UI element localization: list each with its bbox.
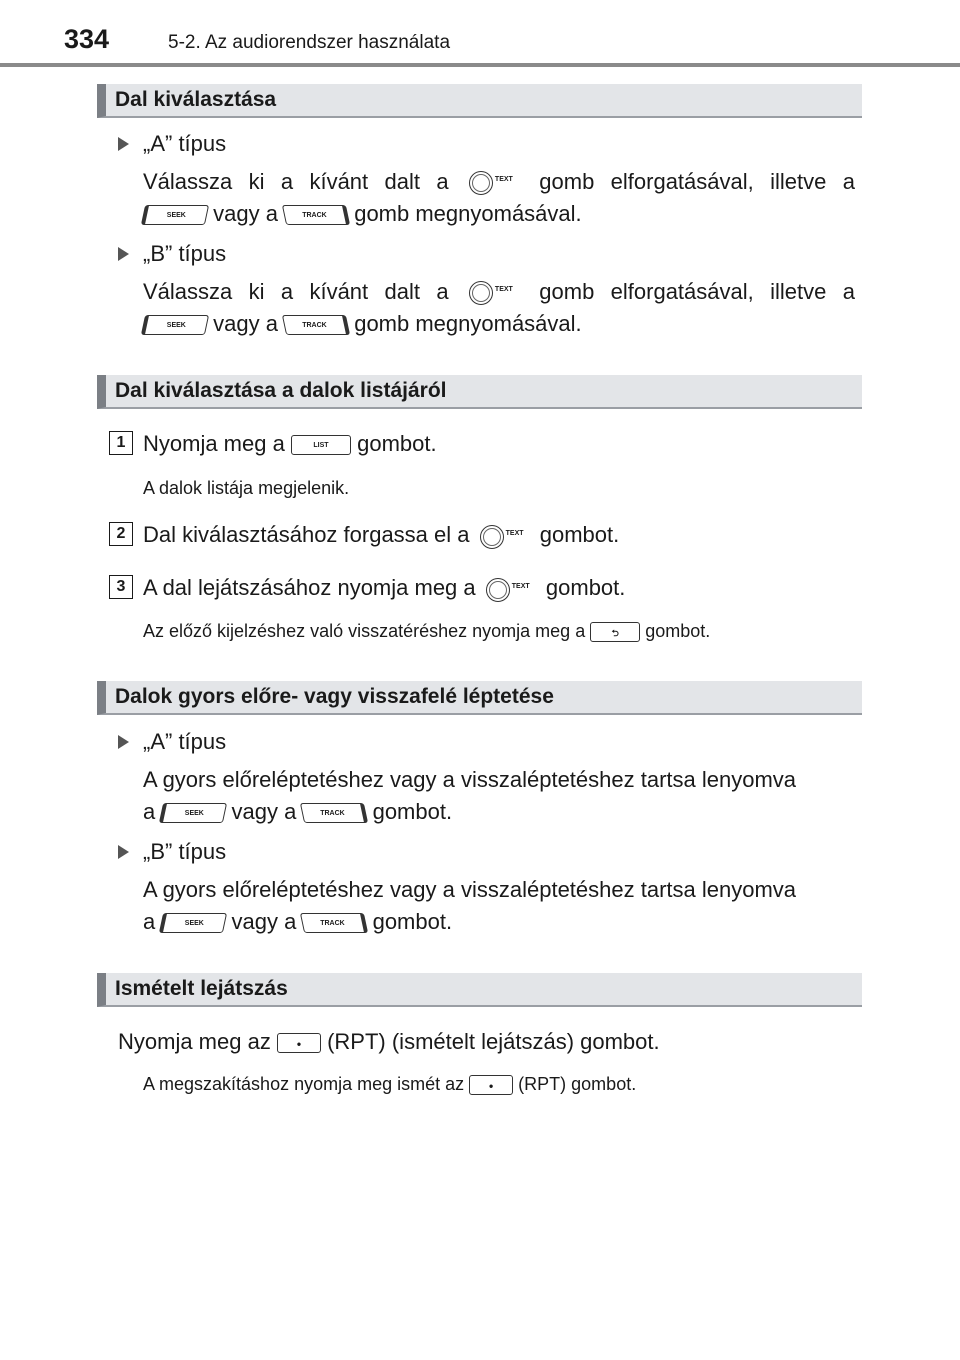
word: vagy a	[213, 201, 278, 226]
word: ki	[248, 279, 265, 304]
rpt-button-icon: •	[277, 1033, 321, 1053]
section-heading-list-select	[97, 375, 862, 409]
rpt-button-icon: •	[469, 1075, 513, 1095]
word: vagy a	[213, 311, 278, 336]
instruction-line: A gyors előreléptetéshez vagy a visszaléptetéshez tartsa lenyomva	[143, 877, 797, 902]
seek-button-icon: SEEK	[141, 315, 209, 335]
word: a	[436, 169, 449, 194]
text-knob-icon: TEXT	[476, 522, 534, 550]
step-number: 2	[109, 522, 133, 546]
page-header	[0, 0, 960, 68]
text-knob-icon: TEXT	[465, 278, 523, 306]
word: kívánt	[309, 169, 369, 194]
instruction-line	[143, 278, 855, 306]
instruction-line: A gyors előreléptetéshez vagy a visszaléptetéshez tartsa lenyomva	[143, 767, 797, 792]
instruction-line	[143, 310, 855, 338]
bullet-arrow-icon	[118, 735, 129, 749]
word: Válassza	[143, 169, 233, 194]
word: elforgatásával,	[610, 169, 754, 194]
text-knob-icon: TEXT	[465, 168, 523, 196]
word: kívánt	[309, 279, 369, 304]
word: elforgatásával,	[610, 279, 754, 304]
type-label: „B” típus	[143, 839, 227, 864]
bullet-arrow-icon	[118, 247, 129, 261]
section-heading-fast-seek	[97, 681, 862, 715]
section-title: Dalok gyors előre- vagy visszafelé léptetése	[115, 685, 554, 708]
bullet-arrow-icon	[118, 137, 129, 151]
step-text: Nyomja meg a LIST gombot.	[143, 431, 437, 456]
section-heading-song-select	[97, 84, 862, 118]
step-text: A dal lejátszásához nyomja meg a TEXT gombot.	[143, 574, 855, 603]
word: illetve	[770, 279, 827, 304]
word: a	[436, 279, 449, 304]
instruction-line	[143, 200, 855, 228]
section-title: Ismételt lejátszás	[115, 977, 288, 1000]
track-button-icon: TRACK	[300, 803, 368, 823]
track-button-icon: TRACK	[282, 205, 350, 225]
header-rule	[0, 63, 960, 67]
word: a	[842, 169, 855, 194]
track-button-icon: TRACK	[300, 913, 368, 933]
step-note: Az előző kijelzéshez való visszatéréshez nyomja meg a ⮌ gombot.	[143, 621, 711, 641]
step-note: A dalok listája megjelenik.	[143, 478, 350, 498]
word: a	[280, 279, 294, 304]
type-label: „A” típus	[143, 131, 227, 156]
back-button-icon: ⮌	[590, 622, 640, 642]
word: Válassza	[143, 279, 233, 304]
instruction-line: a SEEK vagy a TRACK gombot.	[143, 909, 453, 934]
page-number: 334	[64, 24, 110, 54]
section-title: Dal kiválasztása	[115, 88, 277, 111]
word: gomb megnyomásával.	[354, 201, 582, 226]
seek-button-icon: SEEK	[159, 803, 227, 823]
seek-button-icon: SEEK	[141, 205, 209, 225]
chapter-title: 5-2. Az audiorendszer használata	[168, 32, 451, 53]
section-heading-repeat	[97, 973, 862, 1007]
section-title: Dal kiválasztása a dalok listájáról	[115, 379, 447, 402]
instruction-line	[143, 168, 855, 196]
seek-button-icon: SEEK	[159, 913, 227, 933]
instruction-line: a SEEK vagy a TRACK gombot.	[143, 799, 453, 824]
step-note: A megszakításhoz nyomja meg ismét az • (RPT) gombot.	[143, 1074, 637, 1094]
word: a	[280, 169, 294, 194]
track-button-icon: TRACK	[282, 315, 350, 335]
word: a	[842, 279, 855, 304]
word: ki	[248, 169, 265, 194]
step-number: 1	[109, 431, 133, 455]
word: dalt	[384, 279, 420, 304]
word: dalt	[384, 169, 420, 194]
word: gomb	[539, 169, 595, 194]
word: gomb	[539, 279, 595, 304]
step-number: 3	[109, 575, 133, 599]
list-button-icon: LIST	[291, 435, 351, 455]
word: gomb megnyomásával.	[354, 311, 582, 336]
text-knob-icon: TEXT	[482, 575, 540, 603]
step-text: Dal kiválasztásához forgassa el a TEXT gombot.	[143, 521, 855, 550]
type-label: „B” típus	[143, 241, 227, 266]
bullet-arrow-icon	[118, 845, 129, 859]
type-label: „A” típus	[143, 729, 227, 754]
instruction-line: Nyomja meg az • (RPT) (ismételt lejátszás) gombot.	[118, 1029, 660, 1054]
word: illetve	[770, 169, 827, 194]
